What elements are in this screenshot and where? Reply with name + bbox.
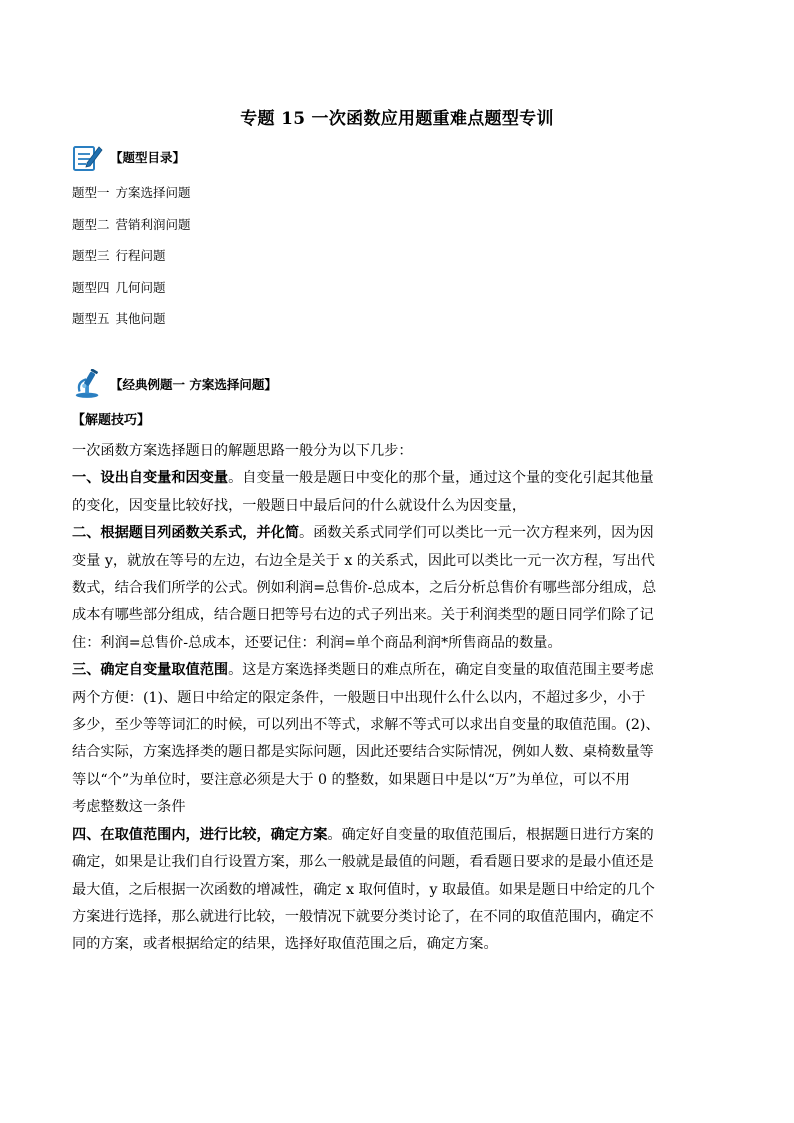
step-2-heading: 二、根据题目列函数关系式，并化简	[72, 525, 300, 542]
intro-line: 一次函数方案选择题日的解题思路一般分为以下几步：	[72, 443, 413, 459]
text-line: 成本有哪些部分组成，结合题日把等号右边的式子列出来。关于利润类型的题日同学们除了记	[72, 607, 654, 624]
notepad-pencil-icon	[72, 142, 104, 172]
text-line: 数式，结合我们所学的公式。例如利润=总售价-总成本，之后分析总售价有哪些部分组成，总	[72, 580, 657, 597]
toc-header-text: 【题型目录】	[110, 150, 186, 165]
toc-list	[72, 180, 191, 338]
text-line: 住：利润=总售价-总成本，还要记住：利润=单个商品利润*所售商品的数量。	[72, 634, 562, 651]
toc-item: 题型二 营销利润问题	[72, 216, 191, 232]
example-header-text: 【经典例题一 方案选择问题】	[110, 377, 277, 392]
text-line: 确定，如果是让我们自行设置方案，那么一般就是最值的问题，看看题日要求的是最小值还是	[72, 854, 654, 871]
text-line: 二、根据题目列函数关系式，并化简。函数关系式同学们可以类比一元一次方程来列，因为因	[72, 525, 654, 542]
text-line: 多少，至少等等词汇的时候，可以列出不等式，求解不等式可以求出自变量的取值范围。(2)、	[72, 717, 660, 734]
text-line: 考虑整数这一条件	[72, 799, 186, 816]
toc-item: 题型三 行程问题	[72, 248, 166, 263]
text-line: 两个方便：(1)、题日中给定的限定条件，一般题日中出现什么什么以内，不超过多少，小于	[72, 689, 646, 706]
toc-header	[72, 142, 185, 172]
text-line: 三、确定自变量取值范围。这是方案选择类题日的难点所在，确定自变量的取值范围主要考虑	[72, 662, 654, 679]
text-line: 结合实际，方案选择类的题日都是实际问题，因此还要结合实际情况，例如人数、桌椅数量等	[72, 744, 654, 761]
text-line: 同的方案，或者根据给定的结果，选择好取值范围之后，确定方案。	[72, 936, 498, 953]
page-title: 专题 15 一次函数应用题重难点题型专训	[240, 109, 554, 129]
tips-body	[72, 438, 732, 959]
text-line: 四、在取值范围内，进行比较，确定方案。确定好自变量的取值范围后，根据题日进行方案的	[72, 826, 654, 843]
text-line: 的变化，因变量比较好找，一般题日中最后问的什么就设什么为因变量，	[72, 497, 527, 514]
text-line: 等以“个”为单位时，要注意必须是大于 0 的整数，如果题日中是以“万”为单位，可以不用	[72, 771, 630, 788]
toc-item: 题型四 几何问题	[72, 279, 166, 295]
example-header	[72, 368, 277, 400]
step-1-heading: 一、设出自变量和因变量	[72, 470, 229, 487]
toc-item: 题型五 其他问题	[72, 311, 166, 326]
step-4-heading: 四、在取值范围内，进行比较，确定方案	[72, 826, 328, 843]
text-line: 变量 y，就放在等号的左边，右边全是关于 x 的关系式，因此可以类比一元一次方程，写出代	[72, 552, 655, 569]
text-line: 最大值，之后根据一次函数的增减性，确定 x 取何值时，y 取最值。如果是题日中给定的几个	[72, 881, 655, 898]
text-line: 方案进行选择，那么就进行比较，一般情况下就要分类讨论了，在不同的取值范围内，确定不	[72, 908, 654, 925]
text-line: 一、设出自变量和因变量。自变量一般是题日中变化的那个量，通过这个量的变化引起其他量	[72, 470, 654, 487]
tips-header: 【解题技巧】	[72, 413, 151, 428]
step-3-heading: 三、确定自变量取值范围	[72, 662, 229, 679]
microscope-icon	[72, 369, 104, 399]
toc-item: 题型一 方案选择问题	[72, 185, 191, 200]
